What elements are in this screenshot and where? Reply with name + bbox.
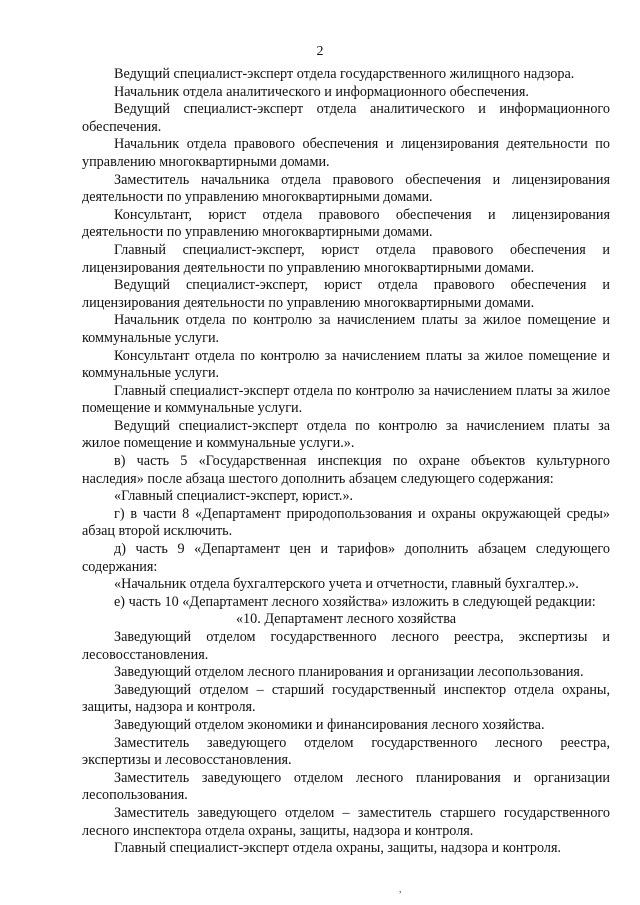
section-heading: «10. Департамент лесного хозяйства bbox=[235, 611, 457, 628]
paragraph: Заместитель начальника отдела правового обеспечения и лицензирования деятельности по управлению многоквартирными домами. bbox=[82, 171, 610, 206]
section-paragraph: Заместитель заведующего отделом государственного лесного реестра, экспертизы и лесовосстановления. bbox=[82, 734, 610, 769]
paragraph: «Начальник отдела бухгалтерского учета и отчетности, главный бухгалтер.». bbox=[114, 576, 579, 593]
section-paragraph: Заведующий отделом – старший государственный инспектор отдела охраны, защиты, надзора и контроля. bbox=[82, 681, 610, 716]
paragraph: «Главный специалист-эксперт, юрист.». bbox=[114, 488, 354, 505]
section-paragraph: Главный специалист-эксперт отдела охраны, защиты, надзора и контроля. bbox=[114, 840, 562, 857]
paragraph: Ведущий специалист-эксперт отдела государственного жилищного надзора. bbox=[114, 66, 575, 82]
paragraph: г) в части 8 «Департамент природопользования и охраны окружающей среды» абзац второй исключить. bbox=[82, 505, 610, 540]
paragraph: Начальник отдела аналитического и информационного обеспечения. bbox=[114, 83, 529, 100]
section-paragraph: Заведующий отделом лесного планирования и организации лесопользования. bbox=[114, 664, 584, 681]
paragraph: Начальник отдела правового обеспечения и лицензирования деятельности по управлению многоквартирными домами. bbox=[82, 136, 610, 170]
section-paragraph: Заместитель заведующего отделом – заместитель старшего государственного лесного инспектора отдела охраны, защиты, надзора и контроля. bbox=[82, 804, 610, 839]
paragraph: д) часть 9 «Департамент цен и тарифов» дополнить абзацем следующего содержания: bbox=[82, 541, 610, 575]
section-paragraph: Заведующий отделом государственного лесного реестра, экспертизы и лесовосстановления. bbox=[82, 629, 610, 663]
paragraph: Ведущий специалист-эксперт отдела аналитического и информационного обеспечения. bbox=[82, 101, 610, 135]
section-paragraph: Заведующий отделом экономики и финансирования лесного хозяйства. bbox=[114, 716, 545, 733]
section-paragraph: Заместитель заведующего отделом лесного планирования и организации лесопользования. bbox=[82, 769, 610, 804]
document-body bbox=[82, 66, 610, 858]
paragraph: е) часть 10 «Департамент лесного хозяйства» изложить в следующей редакции: bbox=[114, 593, 596, 610]
paragraph: Ведущий специалист-эксперт, юрист отдела правового обеспечения и лицензирования деятельности по управлению многоквартирными домами. bbox=[82, 277, 610, 311]
page-number: 2 bbox=[316, 44, 324, 59]
stray-mark: , bbox=[399, 884, 402, 895]
paragraph: Главный специалист-эксперт отдела по контролю за начислением платы за жилое помещение и коммунальные услуги. bbox=[82, 382, 610, 417]
paragraph: Консультант отдела по контролю за начислением платы за жилое помещение и коммунальные услуги. bbox=[82, 347, 610, 382]
paragraph: Начальник отдела по контролю за начислением платы за жилое помещение и коммунальные услуги. bbox=[82, 312, 610, 346]
paragraph: Главный специалист-эксперт, юрист отдела правового обеспечения и лицензирования деятельности по управлению многоквартирными домами. bbox=[82, 241, 610, 276]
paragraph: Консультант, юрист отдела правового обеспечения и лицензирования деятельности по управлению многоквартирными домами. bbox=[82, 206, 610, 241]
paragraph: Ведущий специалист-эксперт отдела по контролю за начислением платы за жилое помещение и коммунальные услуги.». bbox=[82, 417, 610, 452]
paragraph: в) часть 5 «Государственная инспекция по охране объектов культурного наследия» после абзаца шестого дополнить абзацем следующего содержания: bbox=[82, 453, 610, 487]
